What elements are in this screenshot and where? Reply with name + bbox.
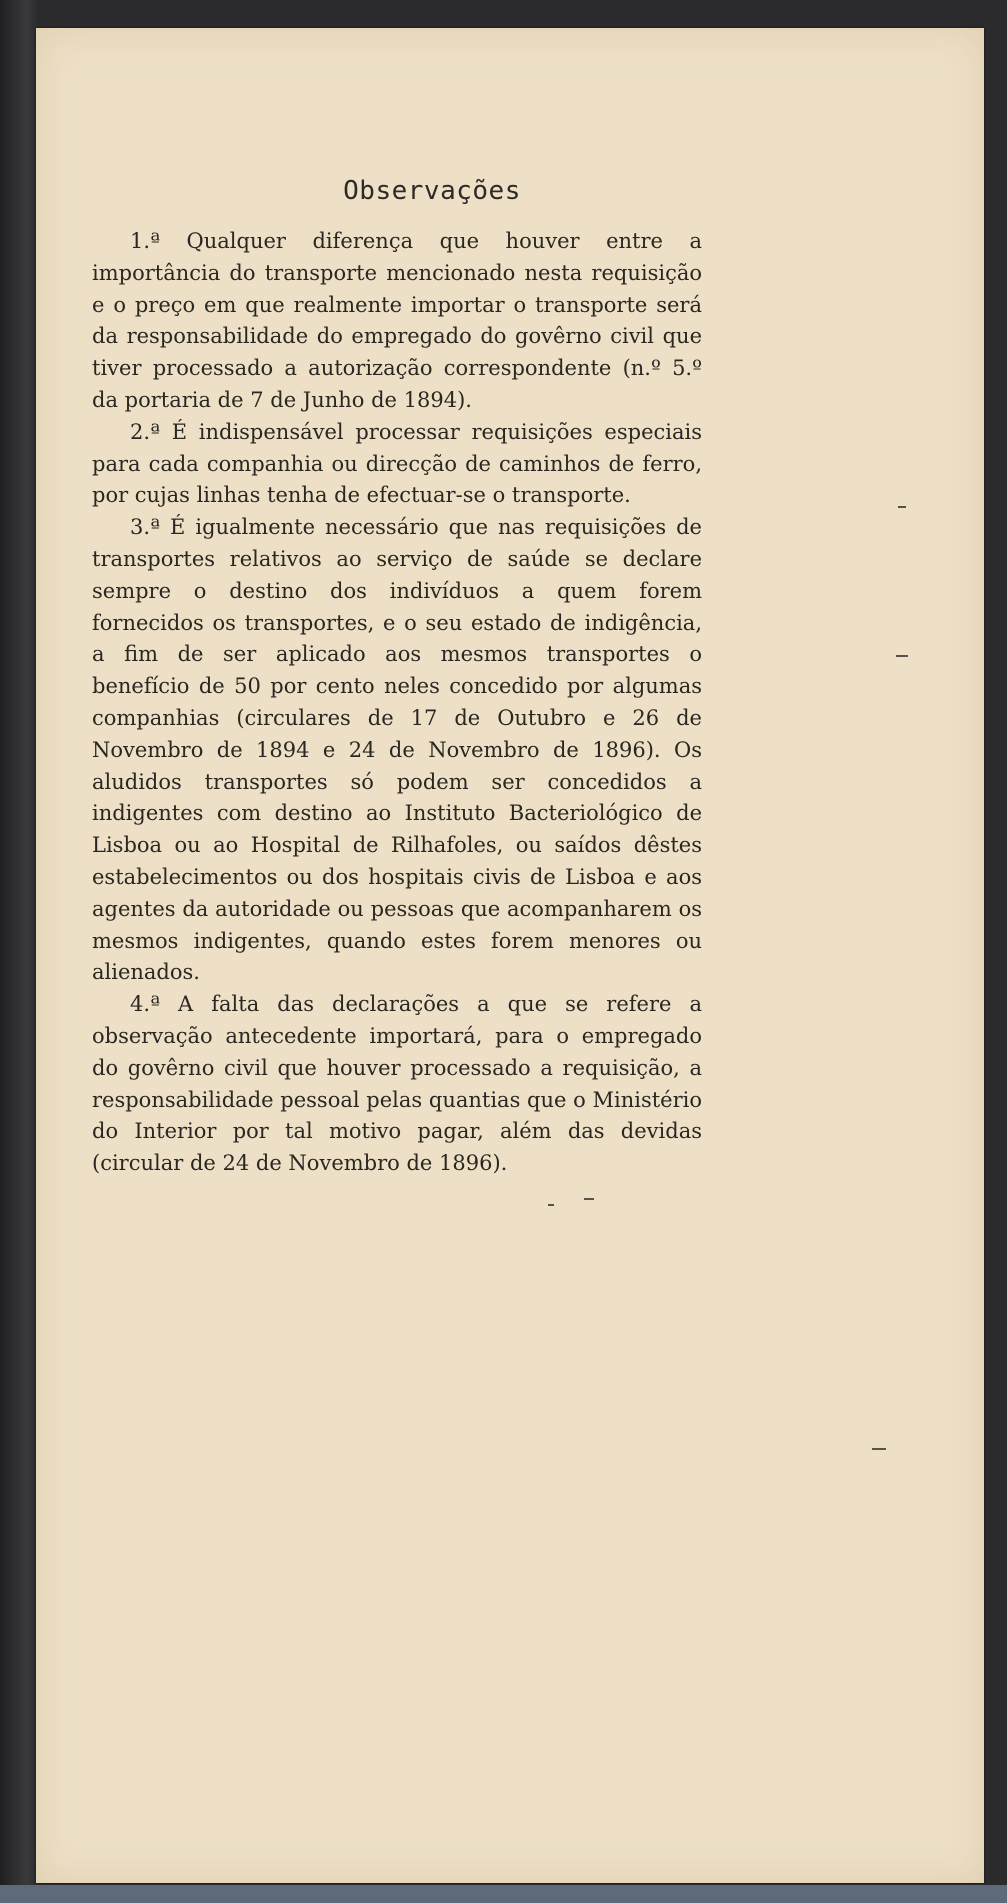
paper-speck — [548, 1204, 554, 1206]
observation-1: 1.ª Qualquer diferença que houver entre a importância do transporte mencionado nesta requisição e o preço em que realmente importar o transporte será da responsabilidade do empregado do govêrno civil que tiver processado a autorização correspondente (n.º 5.º da portaria de 7 de Junho de 1894). — [92, 229, 702, 412]
observation-3: 3.ª É igualmente necessário que nas requisições de transportes relativos ao serviço de saúde se declare sempre o destino dos indivíduos a quem forem fornecidos os transportes, e o seu estado de indigência, a fim de ser aplicado aos mesmos transportes o benefício de 50 por cento neles concedido por algumas companhias (circulares de 17 de Outubro e 26 de Novembro de 1894 e 24 de Novembro de 1896). Os aludidos transportes só podem ser concedidos a indigentes com destino ao Instituto Bacteriológico de Lisboa ou ao Hospital de Rilhafoles, ou saídos dêstes estabelecimentos ou dos hospitais civis de Lisboa e aos agentes da autoridade ou pessoas que acompanharem os mesmos indigentes, quando estes forem menores ou alienados. — [92, 515, 702, 985]
observation-2: 2.ª É indispensável processar requisições especiais para cada companhia ou direcção de caminhos de ferro, por cujas linhas tenha de efectuar-se o transporte. — [92, 419, 702, 508]
scanner-bottom-edge — [0, 1885, 1007, 1903]
document-page — [36, 28, 984, 1883]
paper-speck — [898, 506, 906, 508]
paper-speck — [584, 1198, 594, 1200]
paper-speck — [872, 1448, 886, 1450]
paper-speck — [896, 655, 908, 657]
scanner-edge — [0, 0, 38, 1903]
document-title: Observações — [343, 176, 521, 206]
observation-4: 4.ª A falta das declarações a que se refere a observação antecedente importará, para o empregado do govêrno civil que houver processado a requisição, a responsabilidade pessoal pelas quantias que o Ministério do Interior por tal motivo pagar, além das devidas (circular de 24 de Novembro de 1896). — [92, 992, 702, 1176]
document-body — [92, 176, 702, 1180]
